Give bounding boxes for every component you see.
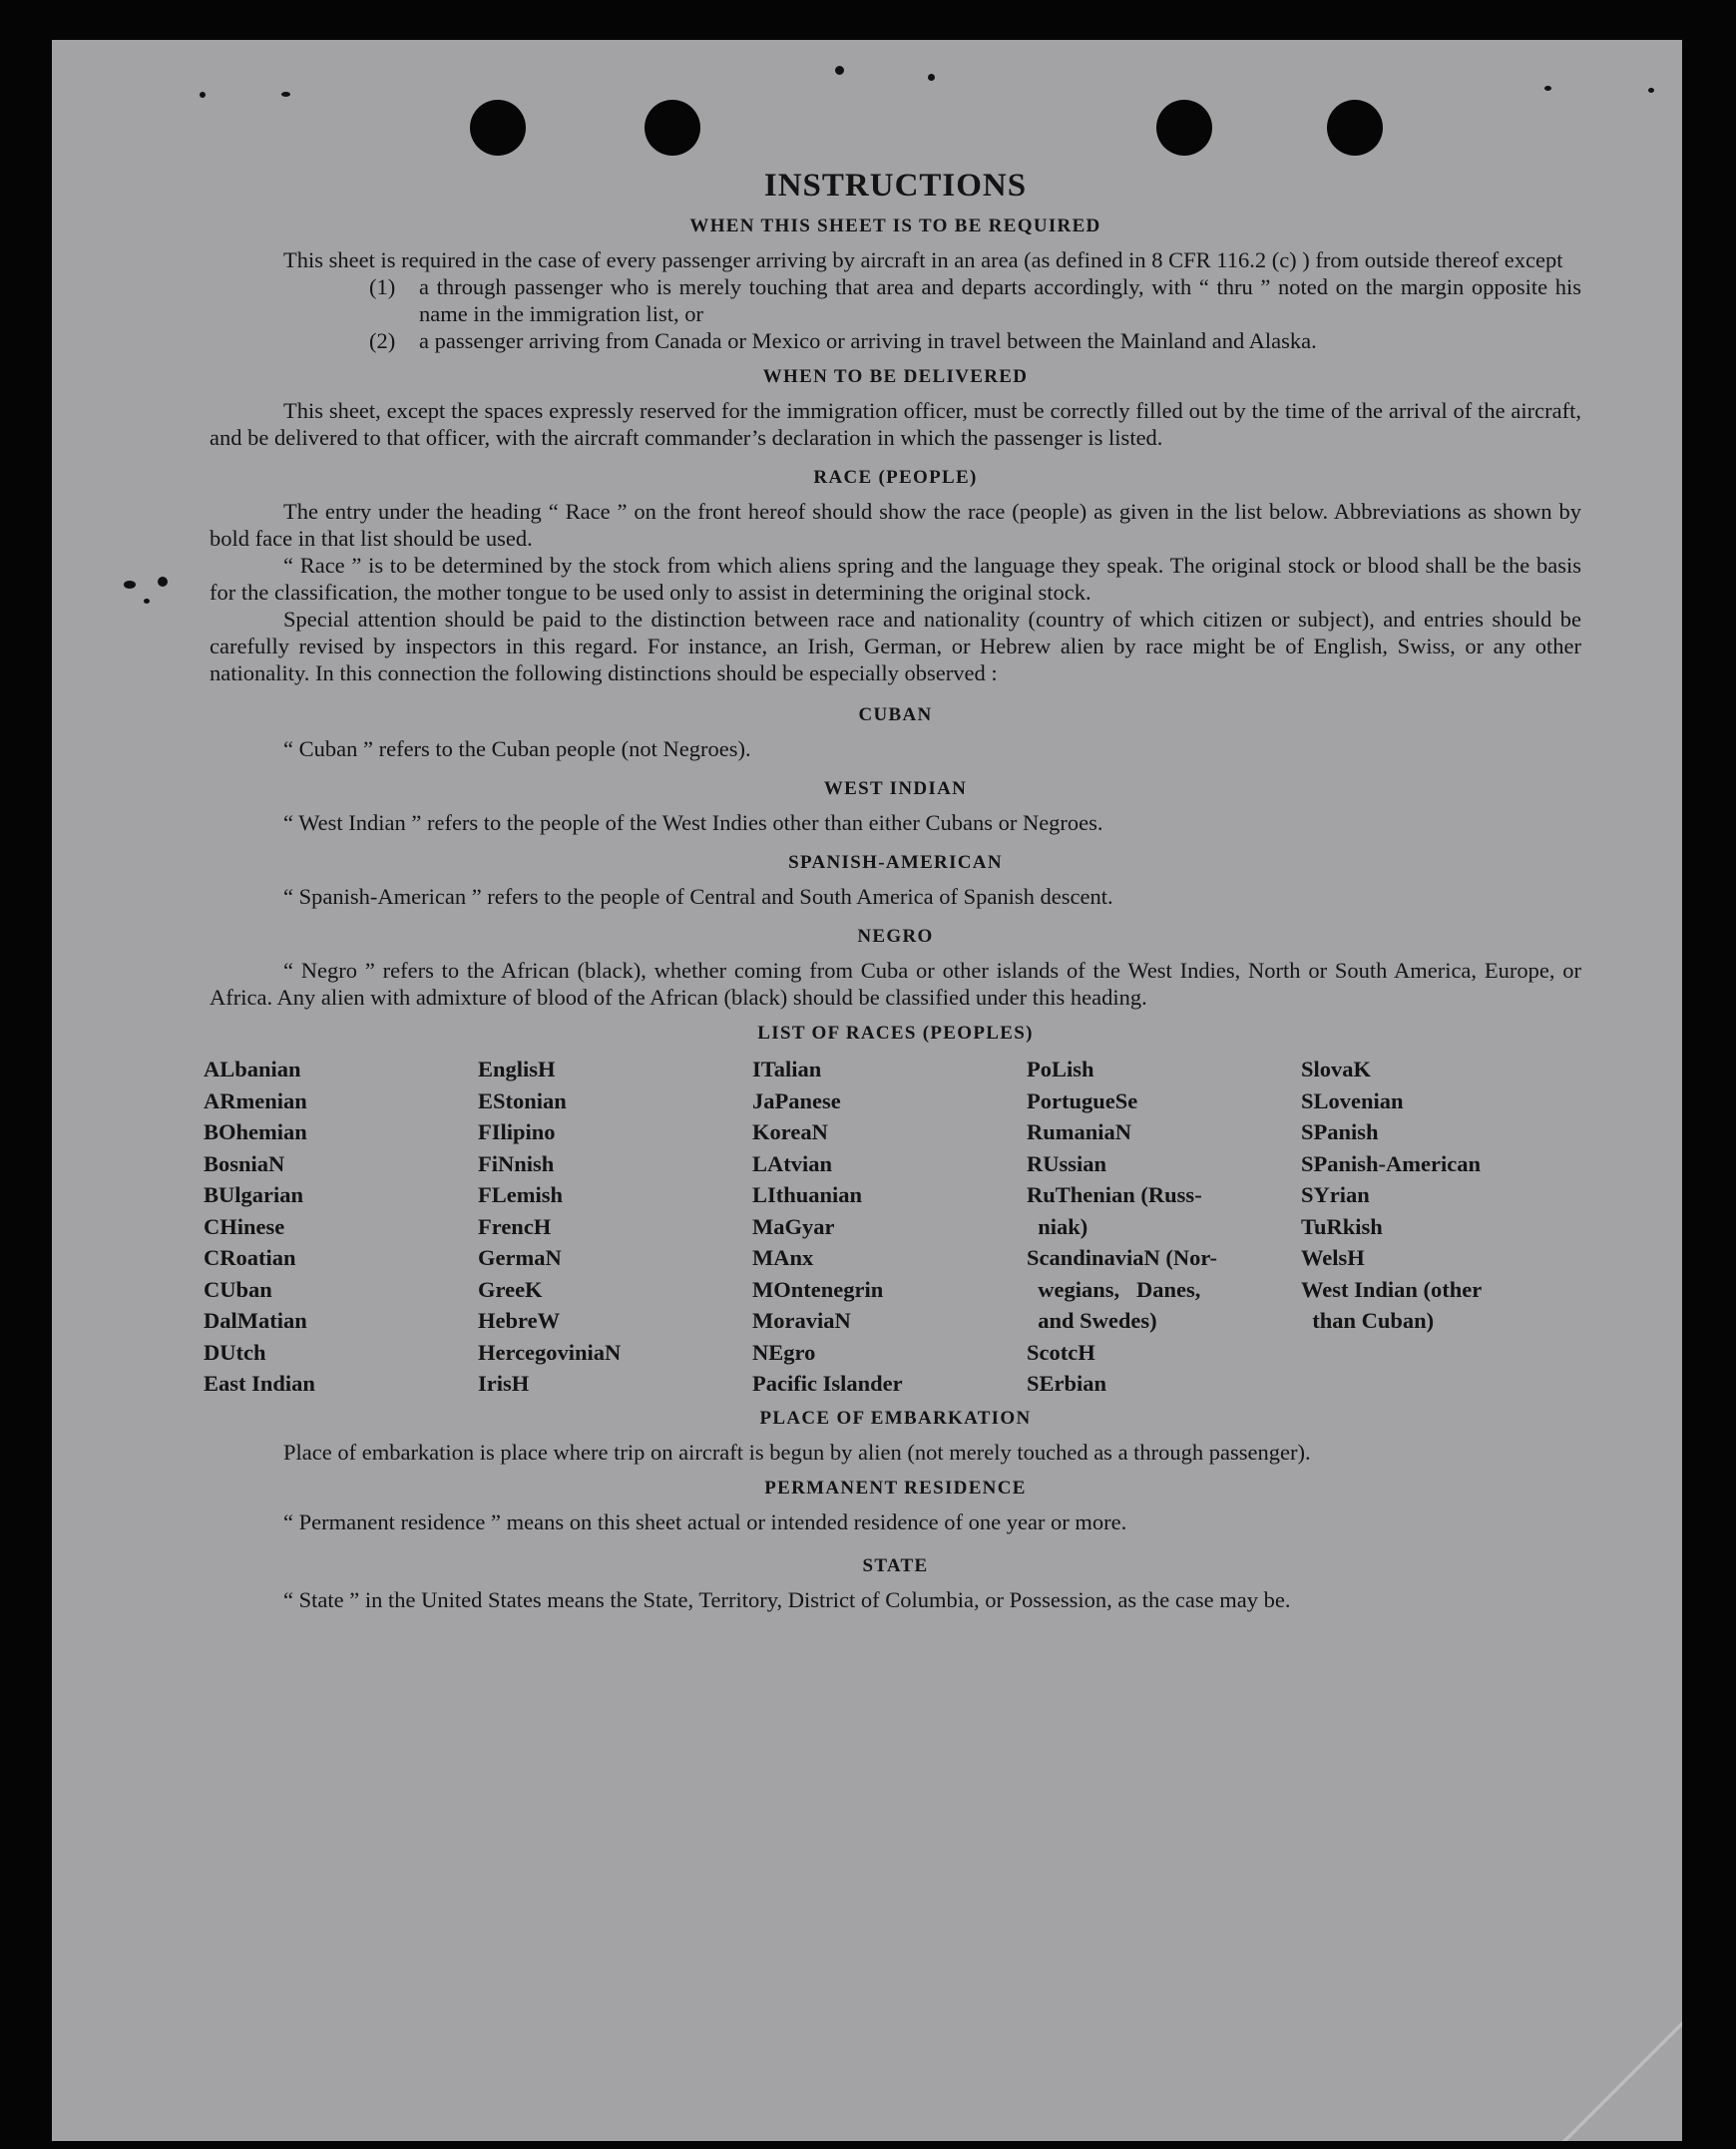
race-entry: ITalian [752,1057,822,1081]
when-delivered-text: This sheet, except the spaces expressly reserved for the immigration officer, must be correctly filled out by the time of the arrival of the aircraft, and be delivered to that officer, with the aircraft commander’s declaration in which the passenger is listed. [210,398,1581,450]
race-entry: BUlgarian [204,1182,304,1207]
race-entry: East Indian [204,1371,315,1396]
speck [124,581,136,589]
race-entry: BOhemian [204,1119,307,1144]
exception-item [369,327,1581,354]
heading-residence: PERMANENT RESIDENCE [764,1477,1027,1499]
race-paragraph-3: Special attention should be paid to the distinction between race and nationality (country of which citizen or subject), and entries should be carefully revised by inspectors in this regard. For instance, an Irish, German, or Hebrew alien by race might be of English, Swiss, or any other nationality. In this connection the following distinctions should be especially observed : [210,607,1581,685]
heading-cuban: CUBAN [858,704,933,725]
item-number: (1) [369,274,396,299]
race-entry: CHinese [204,1213,285,1239]
race-entry: PoLish [1027,1057,1094,1081]
race-entry: and Swedes) [1027,1308,1157,1333]
heading-list-of-races: LIST OF RACES (PEOPLES) [757,1023,1034,1044]
speck [200,92,206,98]
race-entry: HebreW [478,1308,561,1333]
race-entry: MOntenegrin [752,1276,884,1302]
race-entry: LIthuanian [752,1182,863,1207]
race-paragraph-1: The entry under the heading “ Race ” on the front hereof should show the race (people) as given in the list below. Abbreviations as shown by bold face in that list should be used. [210,499,1581,551]
punch-hole [1156,100,1212,156]
punch-hole [1327,100,1383,156]
punch-hole [645,100,700,156]
race-entry: EStonian [478,1087,567,1113]
race-entry: ScotcH [1027,1339,1095,1365]
heading-state: STATE [862,1554,929,1576]
race-entry: TuRkish [1301,1213,1383,1239]
heading-race: RACE (PEOPLE) [813,467,978,488]
west-indian-text: “ West Indian ” refers to the people of the West Indies other than either Cubans or Negroes. [283,810,1103,835]
race-entry: IrisH [478,1371,530,1396]
race-entry: RumaniaN [1027,1119,1132,1144]
race-entry: FiNnish [478,1150,555,1176]
race-entry: FrencH [478,1213,552,1239]
speck [158,577,168,587]
race-entry: WelsH [1301,1245,1365,1270]
race-entry: KoreaN [752,1119,828,1144]
race-entry: SLovenian [1301,1087,1404,1113]
punch-hole [470,100,526,156]
race-entry: DUtch [204,1339,266,1365]
race-entry: wegians, Danes, [1027,1276,1201,1302]
item-text: a passenger arriving from Canada or Mexico or arriving in travel between the Mainland and Alaska. [419,328,1317,353]
speck [281,92,290,97]
page-title: INSTRUCTIONS [763,168,1028,204]
race-entry: SlovaK [1301,1057,1372,1081]
race-entry: SPanish-American [1301,1150,1481,1176]
state-text: “ State ” in the United States means the State, Territory, District of Columbia, or Possession, as the case may be. [283,1586,1291,1612]
embarkation-text: Place of embarkation is place where trip on aircraft is begun by alien (not merely touched as a through passenger). [283,1439,1311,1465]
race-entry: Pacific Islander [752,1371,903,1396]
heading-when-required: WHEN THIS SHEET IS TO BE REQUIRED [689,215,1101,236]
race-entry: PortugueSe [1027,1087,1138,1113]
race-entry: niak) [1027,1213,1088,1239]
race-entry: MAnx [752,1245,814,1270]
speck [1544,86,1551,91]
race-entry: West Indian (other [1301,1276,1483,1302]
race-entry: ARmenian [204,1087,307,1113]
document-sheet [52,40,1682,2141]
races-list [204,1054,1581,1400]
exception-item [369,273,1581,327]
race-entry: GermaN [478,1245,562,1270]
race-entry: MaGyar [752,1213,835,1239]
race-entry: NEgro [752,1339,816,1365]
item-number: (2) [369,328,396,353]
when-required-intro: This sheet is required in the case of every passenger arriving by aircraft in an area (as defined in 8 CFR 116.2 (c) ) from outside thereof except [283,247,1563,272]
race-entry: CUban [204,1276,272,1302]
speck [1648,88,1654,93]
race-entry: EnglisH [478,1057,556,1081]
race-entry: FLemish [478,1182,564,1207]
races-column-1 [204,1054,478,1400]
race-entry: RuThenian (Russ- [1027,1182,1202,1207]
instructions-body [204,168,1581,1613]
race-entry: ScandinaviaN (Nor- [1027,1245,1218,1270]
race-paragraph-2: “ Race ” is to be determined by the stock from which aliens spring and the language they speak. The original stock or blood shall be the basis for the classification, the mother tongue to be used only to assist in determining the original stock. [210,553,1581,605]
race-entry: GreeK [478,1276,543,1302]
heading-when-delivered: WHEN TO BE DELIVERED [762,366,1029,387]
negro-text: “ Negro ” refers to the African (black), whether coming from Cuba or other islands of the West Indies, North or South America, Europe, or Africa. Any alien with admixture of blood of the African (black) should be classified under this heading. [210,958,1581,1010]
race-entry: SErbian [1027,1371,1107,1396]
race-entry: MoraviaN [752,1308,851,1333]
folded-corner [1562,2021,1682,2141]
races-column-2 [478,1054,752,1400]
races-column-3 [752,1054,1027,1400]
heading-embarkation: PLACE OF EMBARKATION [759,1407,1032,1429]
race-entry: HercegoviniaN [478,1339,622,1365]
race-entry: FIlipino [478,1119,556,1144]
cuban-text: “ Cuban ” refers to the Cuban people (not Negroes). [283,736,751,761]
race-entry: SYrian [1301,1182,1370,1207]
race-entry: BosniaN [204,1150,285,1176]
races-column-5 [1301,1054,1575,1400]
heading-west-indian: WEST INDIAN [823,778,968,799]
heading-negro: NEGRO [857,926,934,947]
spanish-american-text: “ Spanish-American ” refers to the people of Central and South America of Spanish descent. [283,884,1113,909]
race-entry: than Cuban) [1301,1308,1435,1333]
race-entry: DalMatian [204,1308,307,1333]
heading-spanish-american: SPANISH-AMERICAN [788,852,1003,873]
item-text: a through passenger who is merely touching that area and departs accordingly, with “ thru ” noted on the margin opposite his name in the immigration list, or [419,274,1581,326]
race-entry: JaPanese [752,1087,841,1113]
residence-text: “ Permanent residence ” means on this sheet actual or intended residence of one year or more. [283,1508,1127,1534]
race-entry: ALbanian [204,1057,301,1081]
race-entry: SPanish [1301,1119,1379,1144]
speck [928,74,935,81]
race-entry: RUssian [1027,1150,1107,1176]
races-column-4 [1027,1054,1301,1400]
speck [144,599,150,604]
race-entry: CRoatian [204,1245,296,1270]
speck [835,66,844,75]
race-entry: LAtvian [752,1150,833,1176]
